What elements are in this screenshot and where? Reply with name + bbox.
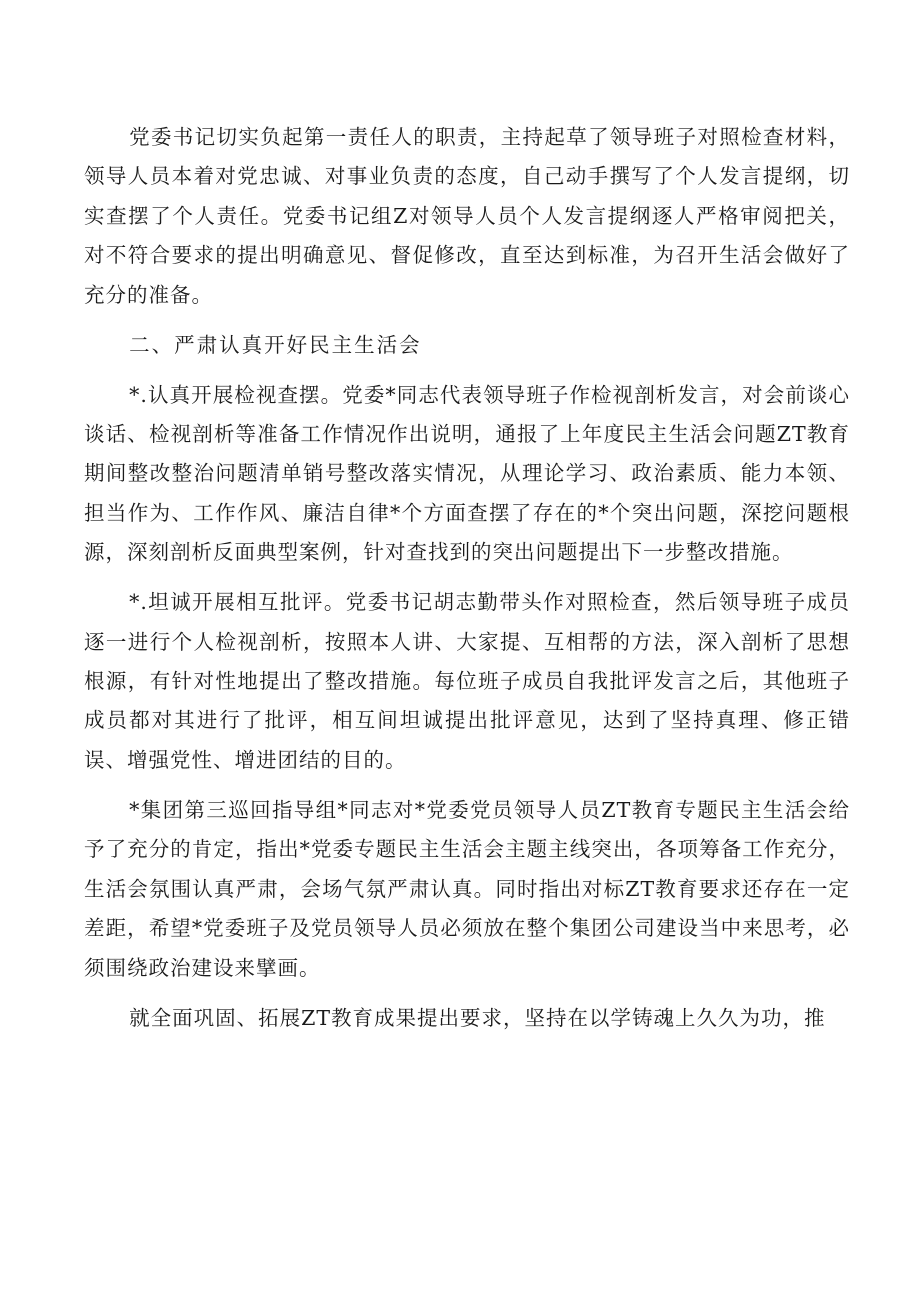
document-body (84, 118, 850, 1049)
section-heading: 二、严肃认真开好民主生活会 (129, 332, 422, 357)
paragraph-self-review: *.认真开展检视查摆。党委*同志代表领导班子作检视剖析发言，对会前谈心谈话、检视剖析等准备工作情况作出说明，通报了上年度民主生活会问题ZT教育期间整改整治问题清单销号整改落实情况，从理论学习、政治素质、能力本领、担当作为、工作作风、廉洁自律*个方面查摆了存在的*个突出问题，深挖问题根源，深刻剖析反面典型案例，针对查找到的突出问题提出下一步整改措施。 (84, 382, 850, 565)
paragraph-requirements: 就全面巩固、拓展ZT教育成果提出要求，坚持在以学铸魂上久久为功，推 (129, 1005, 826, 1030)
paragraph-mutual-criticism: *.坦诚开展相互批评。党委书记胡志勤带头作对照检查，然后领导班子成员逐一进行个人检视剖析，按照本人讲、大家提、互相帮的方法，深入剖析了思想根源，有针对性地提出了整改措施。每位班子成员自我批评发言之后，其他班子成员都对其进行了批评，相互间坦诚提出批评意见，达到了坚持真理、修正错误、增强党性、增进团结的目的。 (84, 590, 850, 772)
paragraph-preparation: 党委书记切实负起第一责任人的职责，主持起草了领导班子对照检查材料，领导人员本着对党忠诚、对事业负责的态度，自己动手撰写了个人发言提纲，切实查摆了个人责任。党委书记组Z对领导人员个人发言提纲逐人严格审阅把关，对不符合要求的提出明确意见、督促修改，直至达到标准，为召开生活会做好了充分的准备。 (84, 125, 850, 307)
paragraph-guidance-group: *集团第三巡回指导组*同志对*党委党员领导人员ZT教育专题民主生活会给予了充分的肯定，指出*党委专题民主生活会主题主线突出，各项筹备工作充分，生活会氛围认真严肃，会场气氛严肃认真。同时指出对标ZT教育要求还存在一定差距，希望*党委班子及党员领导人员必须放在整个集团公司建设当中来思考，必须围绕政治建设来擘画。 (84, 797, 850, 980)
